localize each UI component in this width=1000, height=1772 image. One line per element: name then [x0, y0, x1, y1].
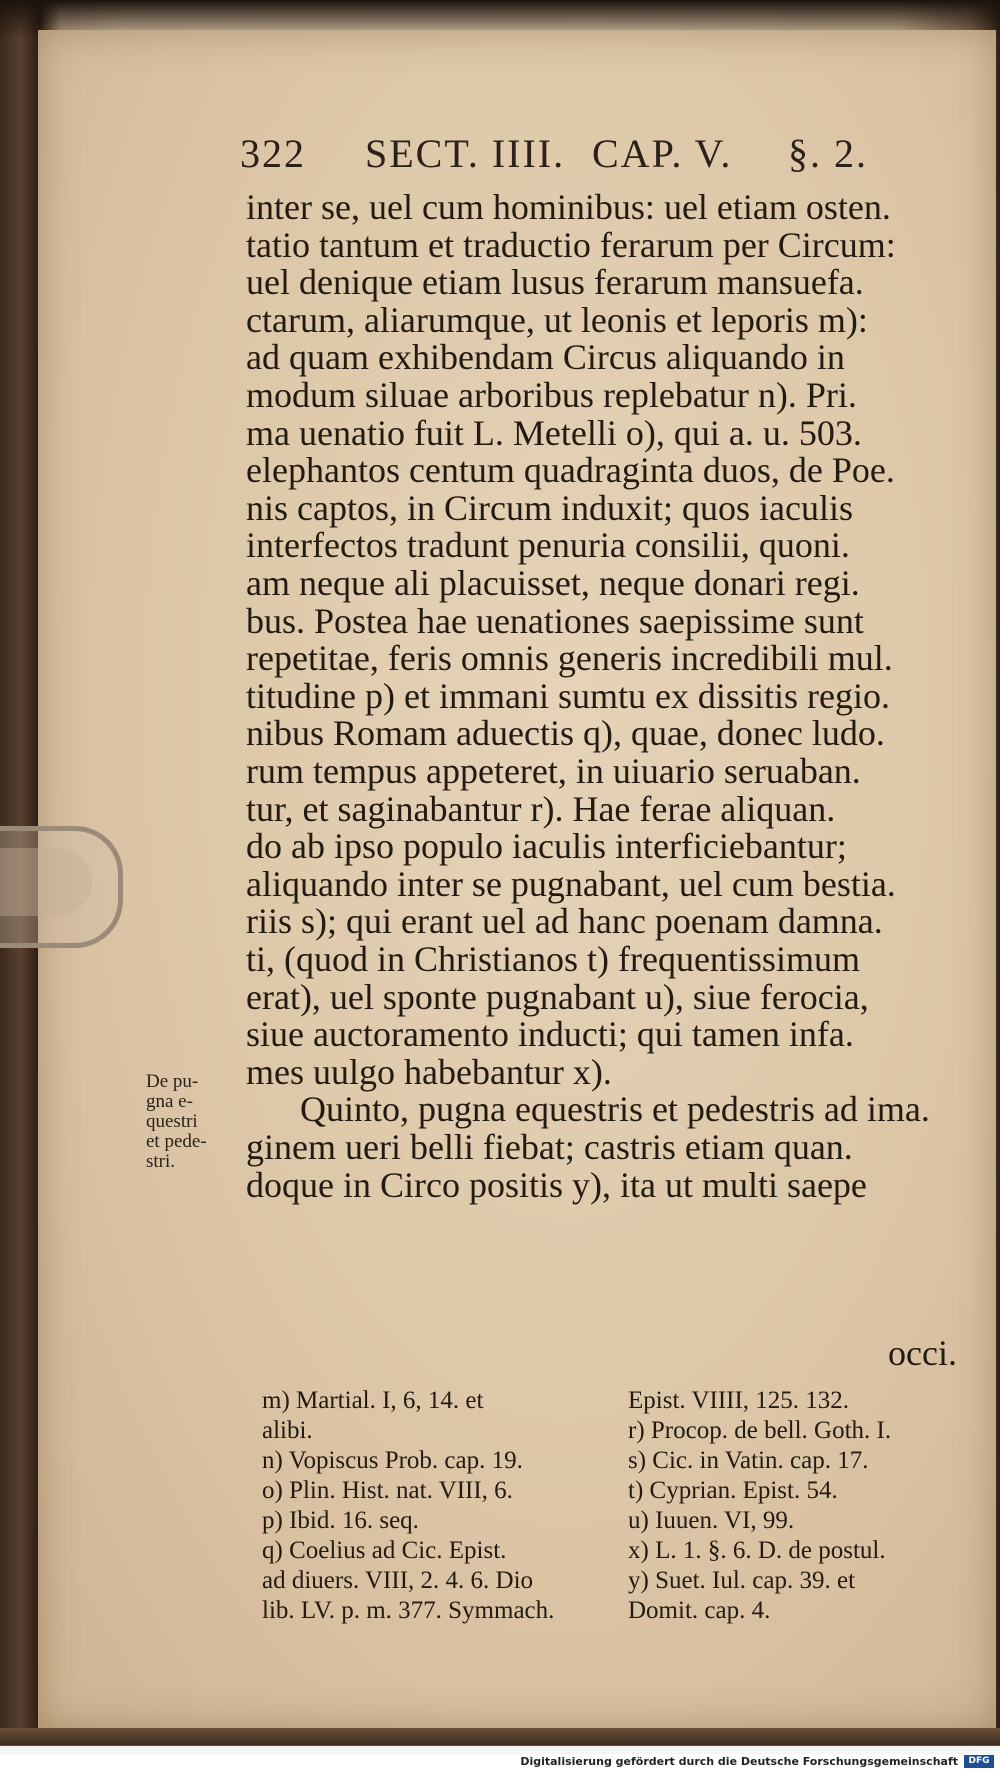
- body-line: nibus Romam aduectis q), quae, donec ludo.: [246, 713, 885, 754]
- body-line: ad quam exhibendam Circus aliquando in: [246, 337, 845, 378]
- footnote-line: s) Cic. in Vatin. cap. 17.: [628, 1447, 869, 1474]
- body-line: do ab ipso populo iaculis interficiebantur;: [246, 826, 847, 867]
- footnote-line: ad diuers. VIII, 2. 4. 6. Dio: [262, 1567, 534, 1594]
- footnote-line: x) L. 1. §. 6. D. de postul.: [628, 1537, 886, 1564]
- body-line: ginem ueri belli fiebat; castris etiam quan.: [246, 1127, 853, 1167]
- body-line: tur, et saginabantur r). Hae ferae aliquan.: [246, 788, 836, 829]
- section-label: SECT. IIII.: [365, 131, 566, 176]
- body-line: repetitae, feris omnis generis incredibili mul.: [246, 638, 893, 679]
- margin-note-line: stri.: [146, 1151, 176, 1172]
- footnote-line: u) Iuuen. VI, 99.: [628, 1507, 795, 1534]
- body-line: rum tempus appeteret, in uiuario seruaban.: [246, 751, 861, 791]
- footnote-line: alibi.: [262, 1417, 313, 1444]
- body-line: inter se, uel cum hominibus: uel etiam osten.: [246, 187, 891, 227]
- body-line: aliquando inter se pugnabant, uel cum bestia.: [246, 863, 896, 904]
- catchword: occi.: [888, 1333, 957, 1373]
- body-line: Quinto, pugna equestris et pedestris ad ima.: [300, 1089, 930, 1130]
- body-line: am neque ali placuisset, neque donari regi.: [246, 563, 860, 603]
- margin-note-line: De pu-: [146, 1071, 199, 1092]
- footnote-line: p) Ibid. 16. seq.: [262, 1507, 419, 1534]
- margin-note-line: gna e-: [146, 1091, 193, 1112]
- body-line: uel denique etiam lusus ferarum mansuefa.: [246, 262, 864, 303]
- body-line: mes uulgo habebantur x).: [246, 1051, 612, 1092]
- footnote-line: lib. LV. p. m. 377. Symmach.: [262, 1597, 555, 1624]
- body-line: ctarum, aliarumque, ut leonis et leporis m):: [246, 299, 868, 340]
- body-line: interfectos tradunt penuria consilii, quoni.: [246, 525, 850, 566]
- chapter-label: CAP. V.: [592, 131, 733, 176]
- margin-note: [146, 1072, 236, 1172]
- margin-note-line: et pede-: [146, 1131, 207, 1152]
- body-line: ti, (quod in Christianos t) frequentissimum: [246, 939, 860, 979]
- footnote-line: r) Procop. de bell. Goth. I.: [628, 1417, 892, 1444]
- running-header: [240, 130, 940, 178]
- body-line: modum siluae arboribus replebatur n). Pri.: [246, 375, 857, 415]
- body-line: nis captos, in Circum induxit; quos iaculis: [246, 487, 853, 528]
- body-line: elephantos centum quadraginta duos, de Poe.: [246, 450, 895, 491]
- footnote-line: m) Martial. I, 6, 14. et: [262, 1387, 484, 1414]
- paragraph-label: §. 2.: [788, 131, 868, 176]
- margin-note-line: questri: [146, 1111, 198, 1132]
- body-line: ma uenatio fuit L. Metelli o), qui a. u. 503.: [246, 412, 862, 453]
- footnote-line: n) Vopiscus Prob. cap. 19.: [262, 1447, 523, 1474]
- body-line: doque in Circo positis y), ita ut multi saepe: [246, 1164, 867, 1205]
- body-line: tatio tantum et traductio ferarum per Circum:: [246, 224, 896, 265]
- footnote-line: Domit. cap. 4.: [628, 1597, 771, 1624]
- dfg-logo: DFG: [964, 1755, 994, 1768]
- body-line: siue auctoramento inducti; qui tamen infa.: [246, 1014, 854, 1055]
- body-line: erat), uel sponte pugnabant u), siue ferocia,: [246, 976, 869, 1017]
- body-line: riis s); qui erant uel ad hanc poenam damna.: [246, 901, 883, 942]
- footnote-line: o) Plin. Hist. nat. VIII, 6.: [262, 1477, 513, 1504]
- footnote-line: t) Cyprian. Epist. 54.: [628, 1477, 838, 1504]
- footnote-line: q) Coelius ad Cic. Epist.: [262, 1537, 507, 1564]
- page-number: 322: [240, 131, 306, 176]
- footnote-line: Epist. VIIII, 125. 132.: [628, 1387, 850, 1414]
- body-line: titudine p) et immani sumtu ex dissitis regio.: [246, 675, 890, 716]
- body-line: bus. Postea hae uenationes saepissime sunt: [246, 600, 864, 641]
- credit-text: Digitalisierung gefördert durch die Deutsche Forschungsgemeinschaft: [520, 1755, 958, 1768]
- page-clip-inner: [0, 848, 92, 916]
- footnote-line: y) Suet. Iul. cap. 39. et: [628, 1567, 856, 1594]
